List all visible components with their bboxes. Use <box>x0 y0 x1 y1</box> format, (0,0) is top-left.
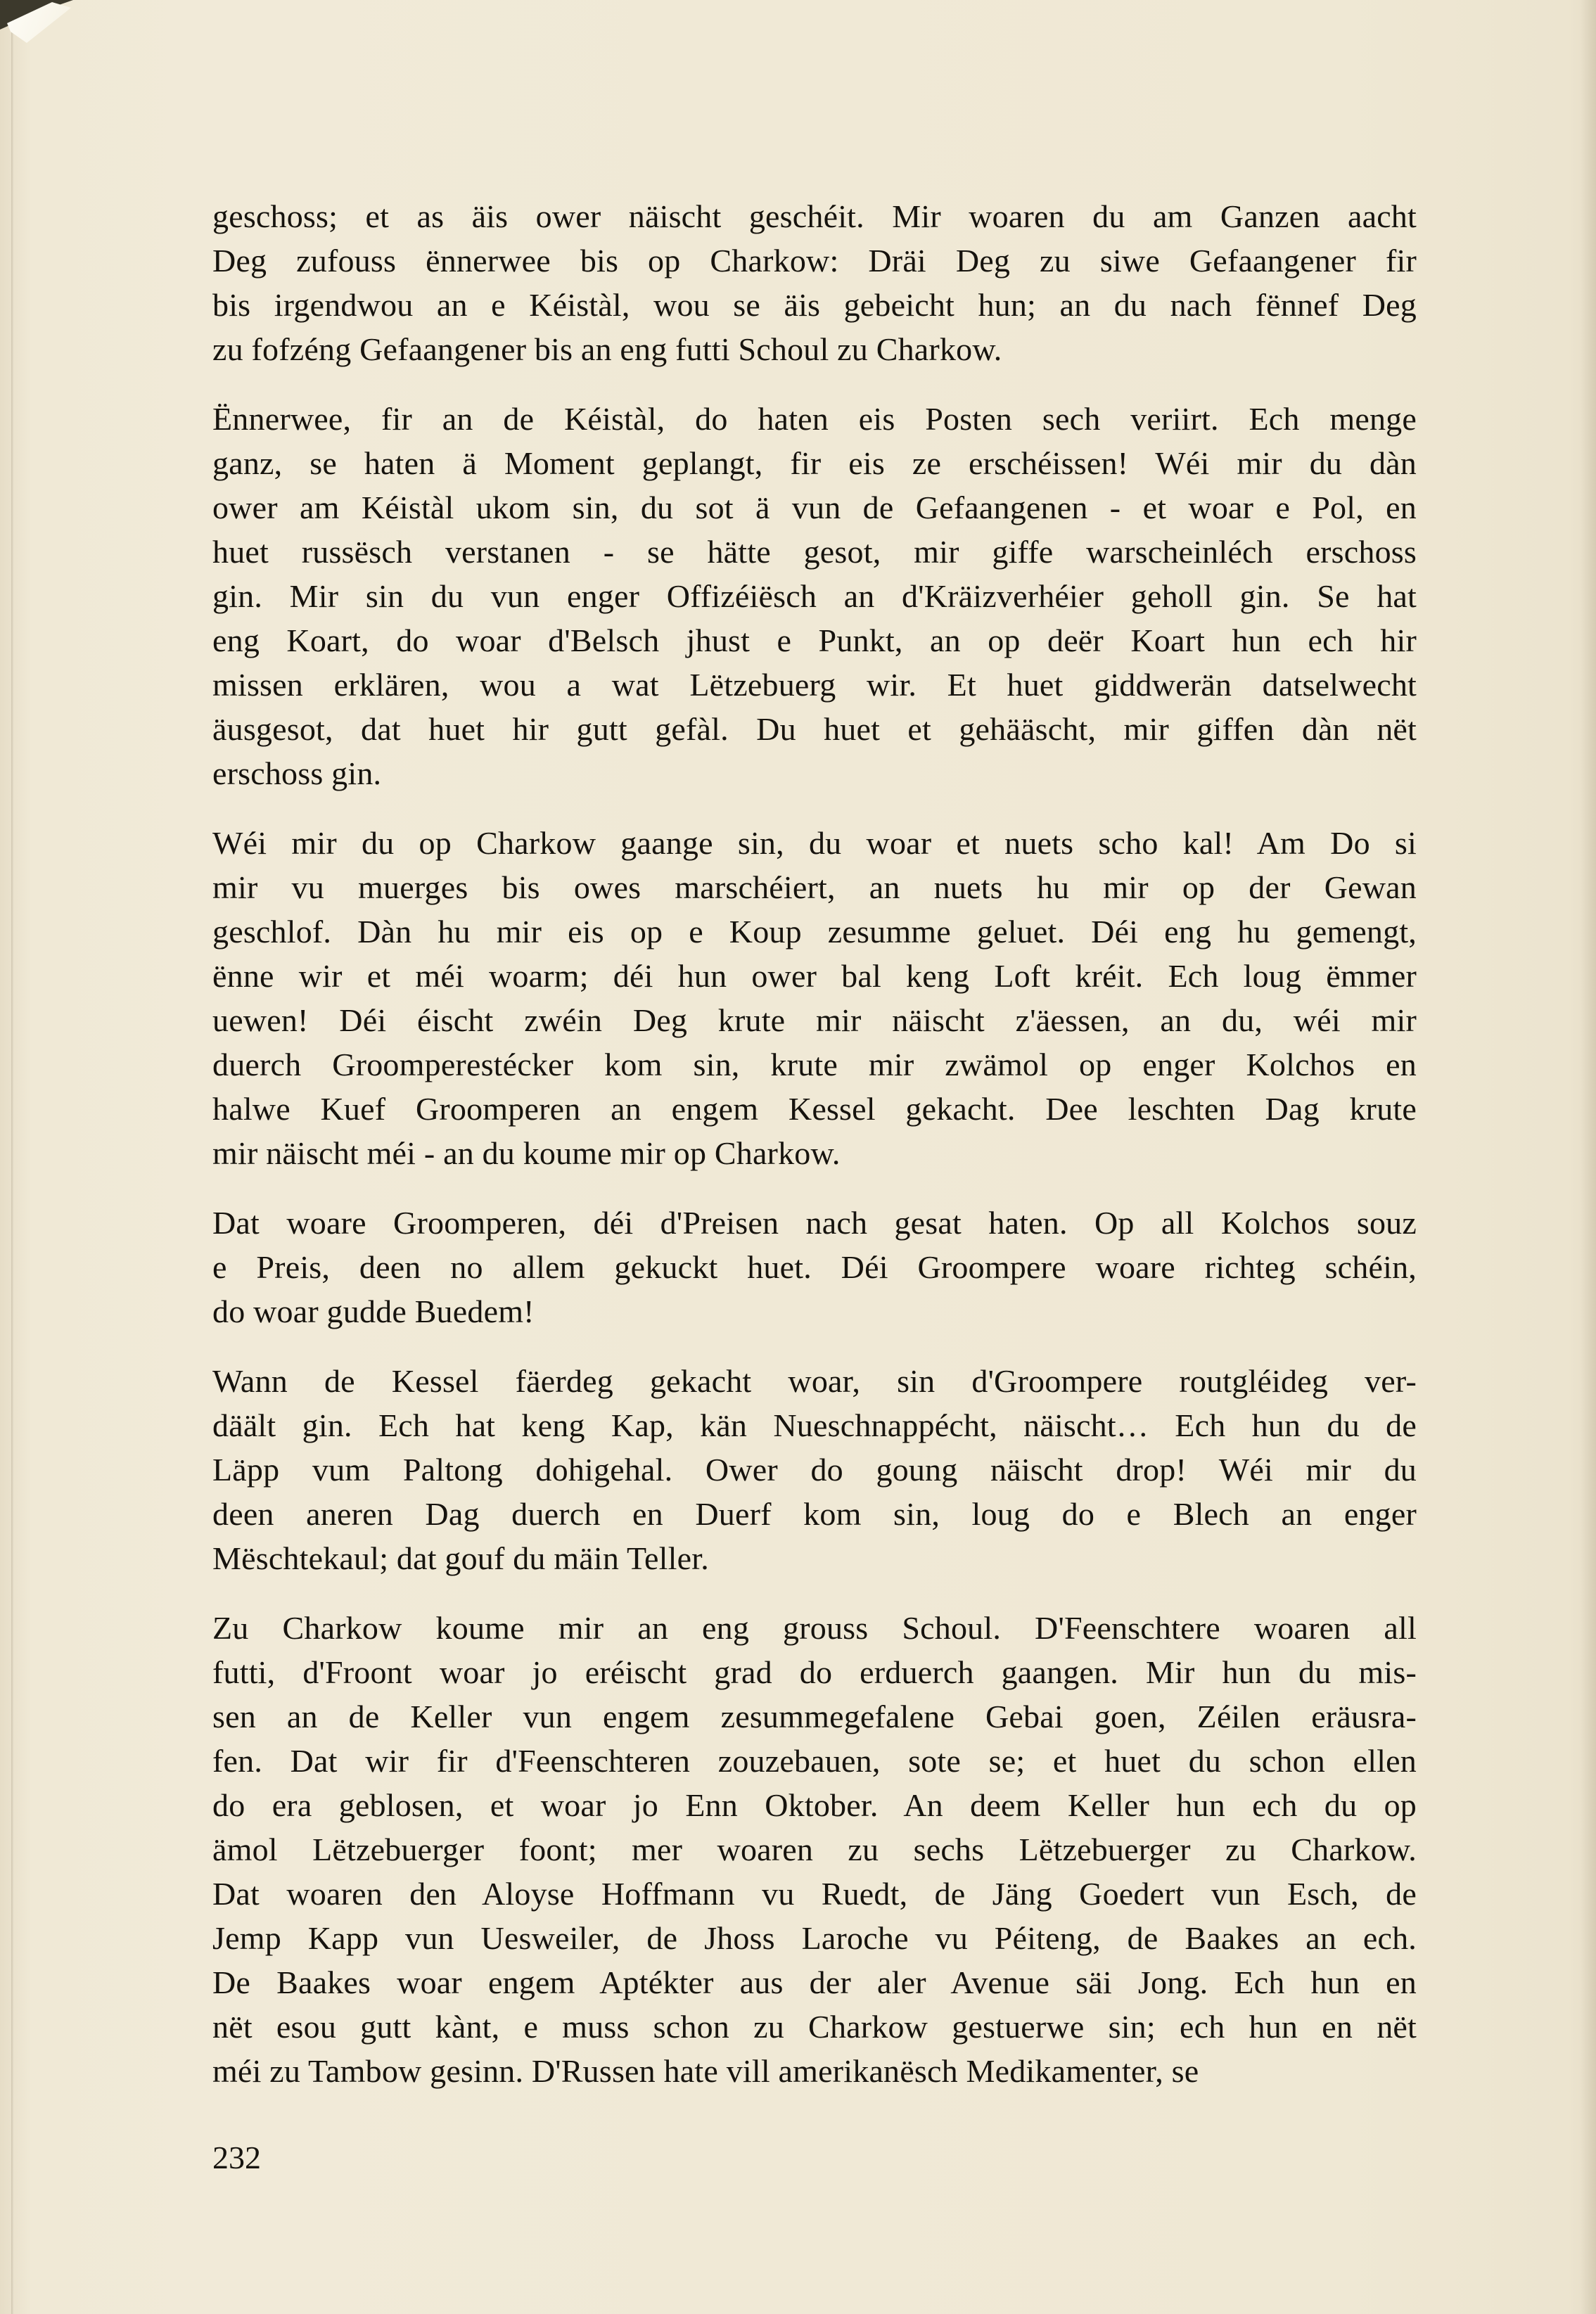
text-line: uewen! Déi éischt zwéin Deg krute mir näischt z'äessen, an du, wéi mir <box>212 1002 1417 1038</box>
paragraph <box>212 397 1417 795</box>
text-line: äusgesot, dat huet hir gutt gefàl. Du huet et gehääscht, mir giffen dàn nët <box>212 711 1417 747</box>
text-line: gin. Mir sin du vun enger Offizéiësch an d'Kräizverhéier geholl gin. Se hat <box>212 578 1417 614</box>
text-line: Zu Charkow koume mir an eng grouss Schoul. D'Feenschtere woaren all <box>212 1610 1417 1646</box>
text-line: e Preis, deen no allem gekuckt huet. Déi Groompere woare richteg schéin, <box>212 1249 1417 1285</box>
text-line: zu fofzéng Gefaangener bis an eng futti Schoul zu Charkow. <box>212 331 1002 367</box>
text-line: missen erklären, wou a wat Lëtzebuerg wir. Et huet giddwerän datselwecht <box>212 667 1417 703</box>
text-line: halwe Kuef Groomperen an engem Kessel gekacht. Dee leschten Dag krute <box>212 1091 1417 1127</box>
scan-left-edge <box>11 0 13 2314</box>
text-line: huet russësch verstanen - se hätte gesot, mir giffe warscheinléch erschoss <box>212 534 1417 570</box>
text-line: De Baakes woar engem Aptékter aus der aler Avenue säi Jong. Ech hun en <box>212 1964 1417 2000</box>
text-line: ower am Kéistàl ukom sin, du sot ä vun de Gefaangenen - et woar e Pol, en <box>212 490 1417 525</box>
text-line: Läpp vum Paltong dohigehal. Ower do goung näischt drop! Wéi mir du <box>212 1452 1417 1488</box>
text-line: Dat woare Groomperen, déi d'Preisen nach gesat haten. Op all Kolchos souz <box>212 1205 1417 1241</box>
text-line: geschoss; et as äis ower näischt geschéit. Mir woaren du am Ganzen aacht <box>212 198 1417 234</box>
text-line: Wann de Kessel fäerdeg gekacht woar, sin d'Groompere routgléideg ver- <box>212 1363 1417 1399</box>
paragraph <box>212 194 1417 371</box>
text-line: ënne wir et méi woarm; déi hun ower bal keng Loft kréit. Ech loug ëmmer <box>212 958 1417 994</box>
text-line: duerch Groomperestécker kom sin, krute mir zwämol op enger Kolchos en <box>212 1047 1417 1082</box>
text-line: sen an de Keller vun engem zesummegefalene Gebai goen, Zéilen eräusra- <box>212 1699 1417 1734</box>
text-block <box>212 194 1417 2118</box>
text-line: Wéi mir du op Charkow gaange sin, du woar et nuets scho kal! Am Do si <box>212 825 1417 861</box>
text-line: do era geblosen, et woar jo Enn Oktober. An deem Keller hun ech du op <box>212 1787 1417 1823</box>
text-line: däält gin. Ech hat keng Kap, kän Nueschnappécht, näischt… Ech hun du de <box>212 1407 1417 1443</box>
text-line: deen aneren Dag duerch en Duerf kom sin, loug do e Blech an enger <box>212 1496 1417 1532</box>
text-line: mir näischt méi - an du koume mir op Charkow. <box>212 1135 841 1171</box>
text-line: do woar gudde Buedem! <box>212 1293 535 1329</box>
page-number: 232 <box>212 2140 261 2175</box>
text-line: eng Koart, do woar d'Belsch jhust e Punkt, an op deër Koart hun ech hir <box>212 622 1417 658</box>
paragraph <box>212 1201 1417 1334</box>
paragraph <box>212 1606 1417 2093</box>
text-line: Deg zufouss ënnerwee bis op Charkow: Dräi Deg zu siwe Gefaangener fir <box>212 243 1417 279</box>
text-line: mir vu muerges bis owes marschéiert, an nuets hu mir op der Gewan <box>212 869 1417 905</box>
text-line: futti, d'Froont woar jo eréischt grad do erduerch gaangen. Mir hun du mis- <box>212 1654 1417 1690</box>
text-line: ämol Lëtzebuerger foont; mer woaren zu sechs Lëtzebuerger zu Charkow. <box>212 1832 1417 1867</box>
scan-right-edge <box>1581 0 1596 2314</box>
text-line: bis irgendwou an e Kéistàl, wou se äis gebeicht hun; an du nach fënnef Deg <box>212 287 1417 323</box>
text-line: Jemp Kapp vun Uesweiler, de Jhoss Laroche vu Péiteng, de Baakes an ech. <box>212 1920 1417 1956</box>
text-line: ganz, se haten ä Moment geplangt, fir eis ze erschéissen! Wéi mir du dàn <box>212 445 1417 481</box>
text-line: Mëschtekaul; dat gouf du mäin Teller. <box>212 1540 709 1576</box>
paragraph <box>212 1359 1417 1580</box>
text-line: fen. Dat wir fir d'Feenschteren zouzebauen, sote se; et huet du schon ellen <box>212 1743 1417 1779</box>
paragraph <box>212 821 1417 1175</box>
text-line: Ënnerwee, fir an de Kéistàl, do haten eis Posten sech veriirt. Ech menge <box>212 401 1417 437</box>
text-line: Dat woaren den Aloyse Hoffmann vu Ruedt, de Jäng Goedert vun Esch, de <box>212 1876 1417 1912</box>
text-line: erschoss gin. <box>212 755 382 791</box>
text-line: geschlof. Dàn hu mir eis op e Koup zesumme geluet. Déi eng hu gemengt, <box>212 914 1417 950</box>
text-line: nët esou gutt kànt, e muss schon zu Charkow gestuerwe sin; ech hun en nët <box>212 2009 1417 2045</box>
text-line: méi zu Tambow gesinn. D'Russen hate vill amerikanësch Medikamenter, se <box>212 2053 1199 2089</box>
